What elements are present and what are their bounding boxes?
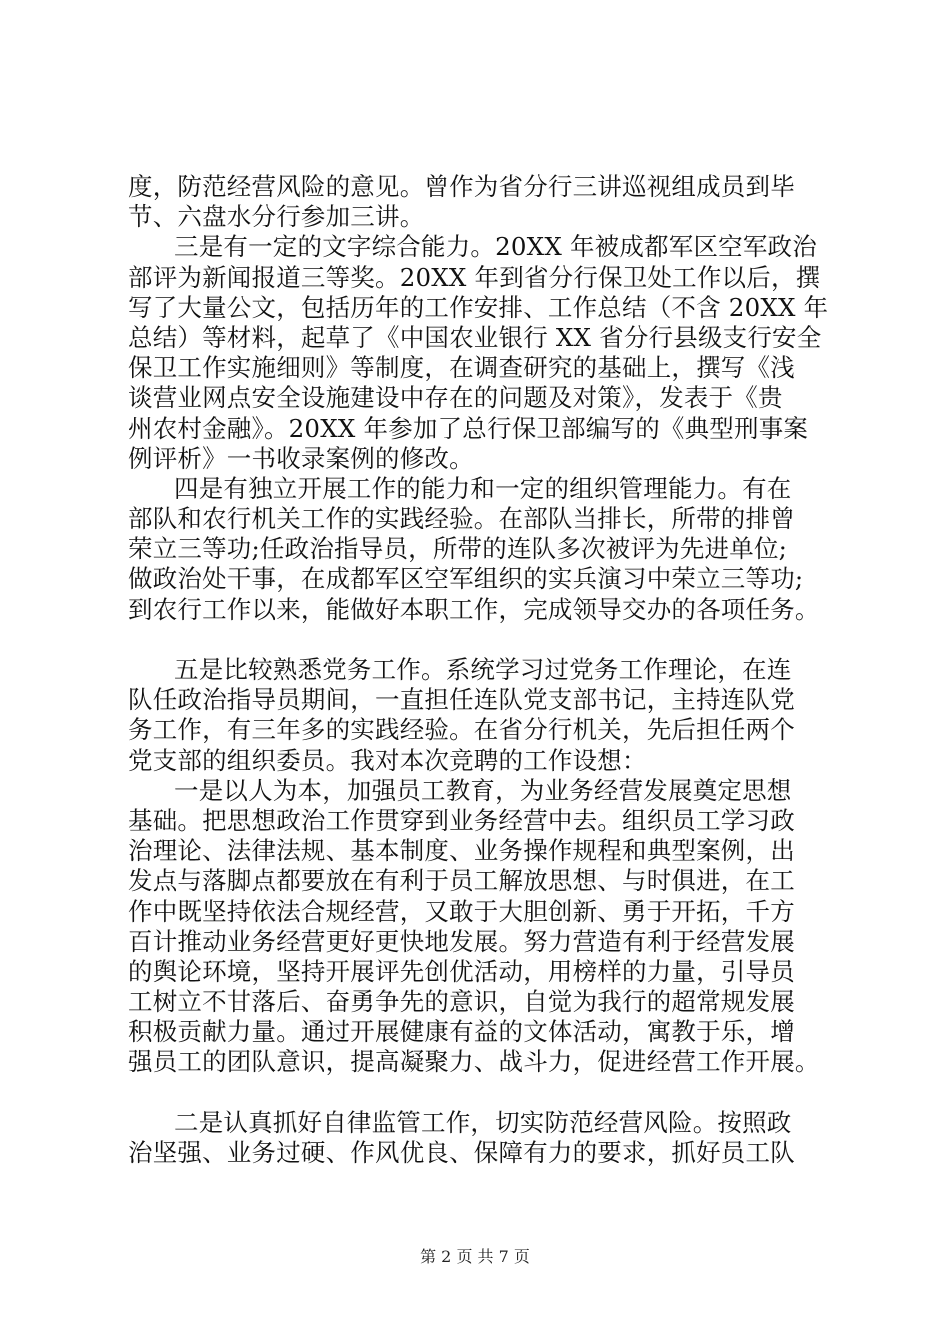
text-line: 总结）等材料，起草了《中国农业银行 XX 省分行县级支行安全 [128,322,822,352]
text-line: 党支部的组织委员。我对本次竞聘的工作设想： [128,745,647,775]
text-line: 谈营业网点安全设施建设中存在的问题及对策》，发表于《贵 [128,383,783,413]
text-line: 治坚强、业务过硬、作风优良、保障有力的要求，抓好员工队 [128,1138,795,1167]
text-line: 积极贡献力量。通过开展健康有益的文体活动，寓教于乐，增 [128,1017,795,1047]
paragraph-gap [128,1078,854,1108]
text-line: 作中既坚持依法合规经营，又敢于大胆创新、勇于开拓，千方 [128,896,795,926]
text-line: 做政治处干事，在成都军区空军组织的实兵演习中荣立三等功; [128,564,804,594]
paragraph-start-line: 一是以人为本，加强员工教育，为业务经营发展奠定思想 [174,775,792,805]
text-line: 例评析》一书收录案例的修改。 [128,443,474,473]
text-line: 部队和农行机关工作的实践经验。在部队当排长，所带的排曾 [128,504,795,534]
page-number-footer: 第 2 页 共 7 页 [420,1247,530,1266]
paragraph-start-line: 五是比较熟悉党务工作。系统学习过党务工作理论，在连 [174,655,792,684]
text-line: 工树立不甘落后、奋勇争先的意识，自觉为我行的超常规发展 [128,987,795,1017]
text-line: 写了大量公文，包括历年的工作安排、工作总结（不含 20XX 年 [128,292,829,322]
paragraph-gap [128,625,854,655]
text-line: 州农村金融》。20XX 年参加了总行保卫部编写的《典型刑事案 [128,413,809,443]
paragraph-start-line: 三是有一定的文字综合能力。20XX 年被成都军区空军政治 [174,232,817,262]
text-line: 荣立三等功;任政治指导员，所带的连队多次被评为先进单位; [128,534,788,564]
text-line: 治理论、法律法规、基本制度、业务操作规程和典型案例，出 [128,836,795,866]
document-body [128,172,854,1168]
text-line: 务工作，有三年多的实践经验。在省分行机关，先后担任两个 [128,715,795,745]
text-line: 队任政治指导员期间，一直担任连队党支部书记，主持连队党 [128,685,795,715]
text-line: 节、六盘水分行参加三讲。 [128,202,425,232]
text-line: 部评为新闻报道三等奖。20XX 年到省分行保卫处工作以后，撰 [128,262,821,292]
text-line: 发点与落脚点都要放在有利于员工解放思想、与时俱进，在工 [128,866,795,896]
text-line: 百计推动业务经营更好更快地发展。努力营造有利于经营发展 [128,926,795,956]
text-line: 基础。把思想政治工作贯穿到业务经营中去。组织员工学习政 [128,805,795,835]
text-line: 到农行工作以来，能做好本职工作，完成领导交办的各项任务。 [128,594,820,624]
text-line: 保卫工作实施细则》等制度，在调查研究的基础上，撰写《浅 [128,353,795,383]
paragraph-start-line: 二是认真抓好自律监管工作，切实防范经营风险。按照政 [174,1107,792,1137]
text-line: 度，防范经营风险的意见。曾作为省分行三讲巡视组成员到毕 [128,172,795,201]
text-line: 的舆论环境，坚持开展评先创优活动，用榜样的力量，引导员 [128,956,795,986]
paragraph-start-line: 四是有独立开展工作的能力和一定的组织管理能力。有在 [174,473,792,503]
text-line: 强员工的团队意识，提高凝聚力、战斗力，促进经营工作开展。 [128,1047,820,1077]
